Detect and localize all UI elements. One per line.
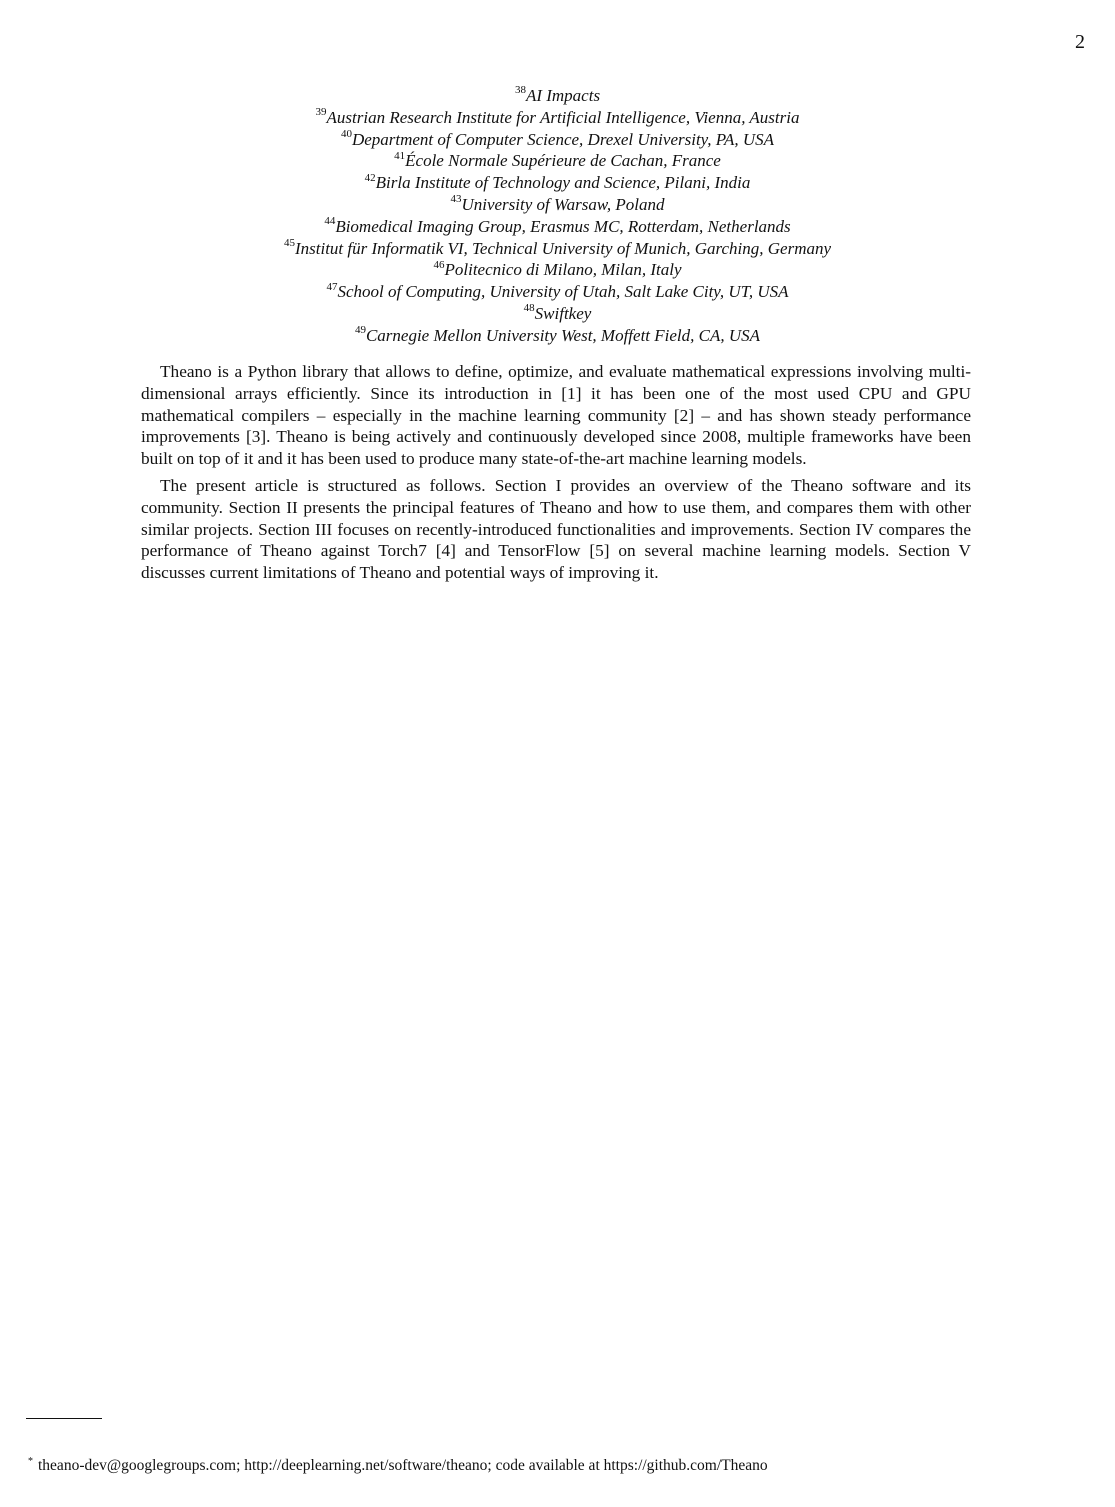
affiliation-number: 39 [315,106,327,119]
affiliation-text: Biomedical Imaging Group, Erasmus MC, Rotterdam, Netherlands [335,216,791,236]
affiliation-number: 44 [324,215,336,228]
footnote-marker: * [28,1455,33,1467]
intro-paragraph: Theano is a Python library that allows to define, optimize, and evaluate mathematical expressions involving multi-dimensional arrays efficiently. Since its introduction in [1] it has been one of the most used CPU and GPU mathematical compilers – especially in the machine learning community [2] – and has shown steady performance improvements [3]. Theano is being actively and continuously developed since 2008, multiple frameworks have been built on top of it and it has been used to produce many state-of-the-art machine learning models. [141,362,971,469]
affiliation-text: Swiftkey [534,303,592,323]
affiliation-text: École Normale Supérieure de Cachan, France [405,151,721,171]
affiliation-text: Institut für Informatik VI, Technical University of Munich, Garching, Germany [294,238,832,258]
affiliation-49 [0,325,1115,347]
affiliation-text: University of Warsaw, Poland [461,194,665,214]
affiliation-text: Austrian Research Institute for Artificial Intelligence, Vienna, Austria [326,107,800,127]
affiliation-45 [0,238,1115,260]
abstract-body [141,361,971,584]
affiliation-38 [0,85,1115,107]
affiliation-48 [0,303,1115,325]
structure-paragraph: The present article is structured as follows. Section I provides an overview of the Theano software and its community. Section II presents the principal features of Theano and how to use them, and compares them with other similar projects. Section III focuses on recently-introduced functionalities and improvements. Section IV compares the performance of Theano against Torch7 [4] and TensorFlow [5] on several machine learning models. Section V discusses current limitations of Theano and potential ways of improving it. [141,475,971,583]
affiliation-text: Carnegie Mellon University West, Moffett Field, CA, USA [365,325,761,345]
affiliation-47 [0,281,1115,303]
affiliation-text: AI Impacts [525,86,601,105]
affiliation-number: 48 [523,302,535,315]
affiliation-number: 46 [433,258,445,271]
affiliation-40 [0,129,1115,151]
affiliation-number: 43 [450,193,462,206]
footnote-divider [26,1418,102,1419]
affiliation-text: Department of Computer Science, Drexel University, PA, USA [351,129,775,149]
affiliation-number: 47 [326,280,338,293]
affiliation-39 [0,107,1115,129]
affiliation-number: 40 [340,127,352,140]
affiliation-text: School of Computing, University of Utah, Salt Lake City, UT, USA [337,282,789,302]
page-number: 2 [1075,31,1085,53]
footnote-text: theano-dev@googlegroups.com; http://deeplearning.net/software/theano; code available at https://github.com/Theano [38,1457,768,1474]
affiliation-46 [0,259,1115,281]
affiliation-43 [0,194,1115,216]
affiliation-number: 45 [283,236,295,249]
affiliations-list [0,85,1115,347]
affiliation-number: 49 [354,324,366,337]
footnote [28,1456,768,1475]
affiliation-text: Politecnico di Milano, Milan, Italy [444,260,682,280]
affiliation-number: 38 [514,84,526,97]
affiliation-44 [0,216,1115,238]
affiliation-text: Birla Institute of Technology and Science, Pilani, India [375,173,751,193]
affiliation-number: 42 [364,171,376,184]
affiliation-41 [0,150,1115,172]
affiliation-42 [0,172,1115,194]
affiliation-number: 41 [394,149,406,162]
